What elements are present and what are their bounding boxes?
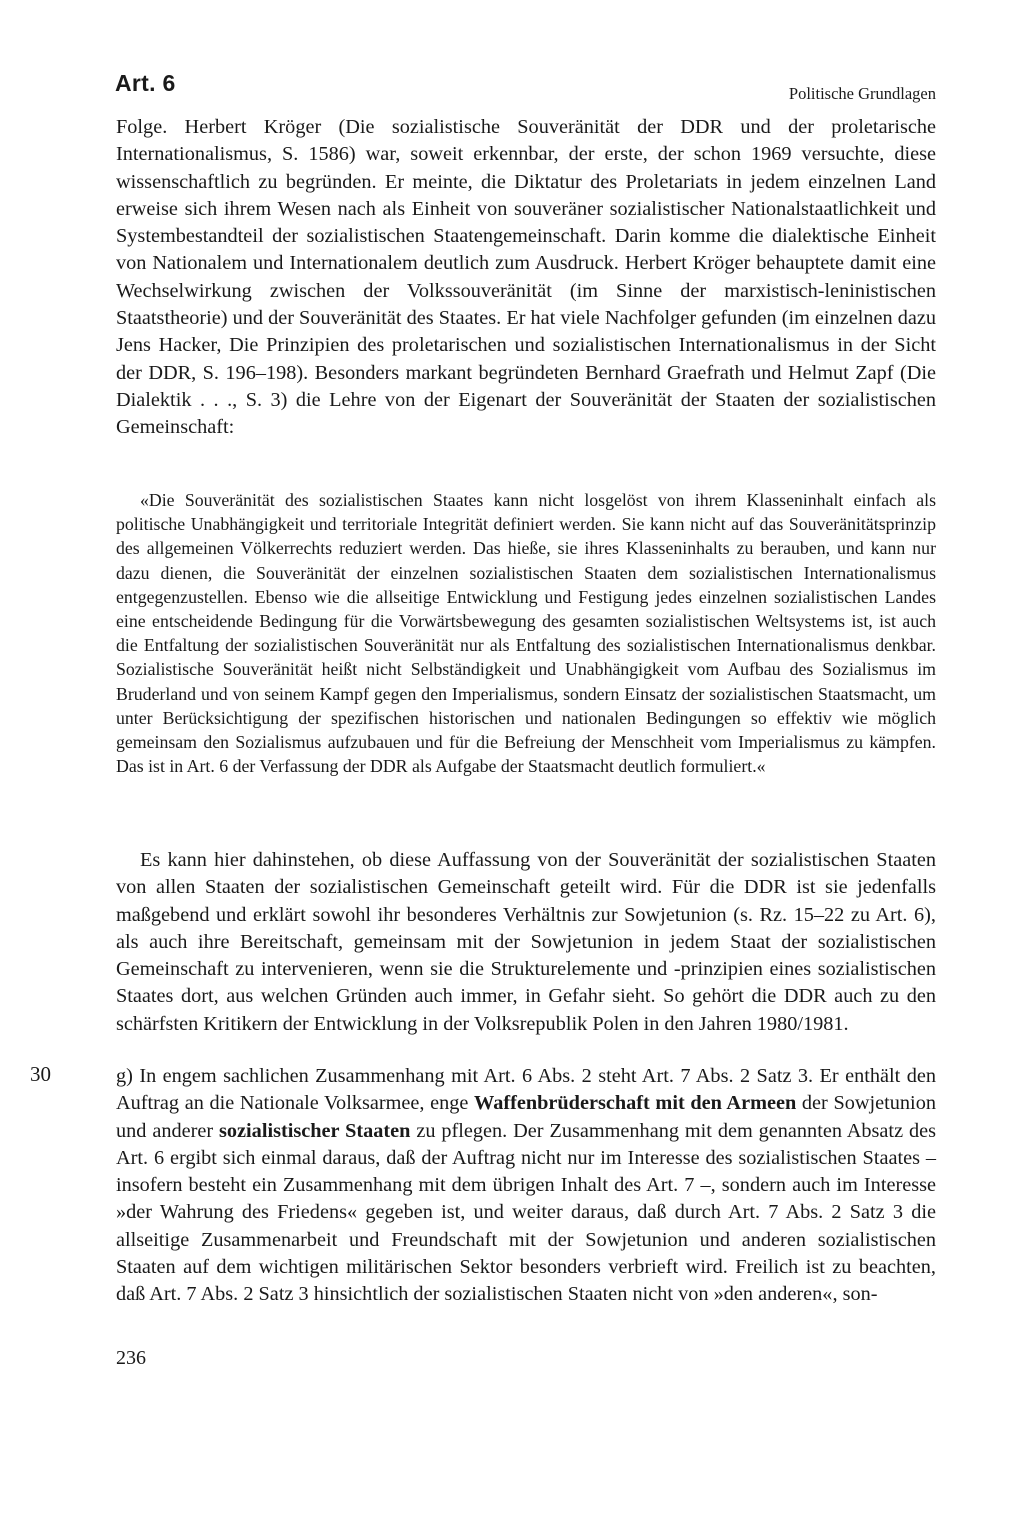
page-number: 236 — [116, 1347, 146, 1369]
block-quote: «Die Souveränität des sozialistischen Staates kann nicht losgelöst von ihrem Klasseninhalt einfach als politische Unabhängigkeit und territoriale Integrität definiert werden. Sie kann nicht auf das Souveränitätsprinzip des allgemeinen Völkerrechts reduziert werden. Das hieße, sie ihres Klasseninhalts zu berauben, und kann nur dazu dienen, die Souveränität der einzelnen sozialistischen Staaten dem sozialistischen Internationalismus entgegenzustellen. Ebenso wie die allseitige Entwicklung und Festigung jedes einzelnen sozialistischen Landes eine entscheidende Bedingung für die Vorwärtsbewegung des gesamten sozialistischen Weltsystems ist, ist auch die Entfaltung der sozialistischen Souveränität nur als Entfaltung des sozialistischen Internationalismus denkbar. Sozialistische Souveränität heißt nicht Selbständigkeit und Unabhängigkeit vom Aufbau des Sozialismus im Bruderland und von seinem Kampf gegen den Imperialismus, sondern Einsatz der sozialistischen Staatsmacht, um unter Berücksichtigung der spezifischen historischen und nationalen Bedingungen so effektiv wie möglich gemeinsam den Sozialismus aufzubauen und für die Befreiung der Menschheit vom Imperialismus zu kämpfen. Das ist in Art. 6 der Verfassung der DDR als Aufgabe der Staatsmacht deutlich formuliert.« — [116, 490, 936, 777]
emphasis-waffenbruederschaft: Waffenbrüderschaft mit den Armeen — [474, 1092, 797, 1115]
paragraph-waffenbruederschaft — [116, 1063, 936, 1309]
paragraph-auffassung: Es kann hier dahinstehen, ob diese Auffassung von der Souveränität der sozialistischen Staaten von allen Staaten der sozialistischen Gemeinschaft geteilt wird. Für die DDR ist sie jedenfalls maßgebend und erklärt sowohl ihr besonderes Verhältnis zur Sowjetunion (s. Rz. 15–22 zu Art. 6), als auch ihre Bereitschaft, gemeinsam mit der Sowjetunion in jedem Staat der sozialistischen Gemeinschaft zu intervenieren, wenn sie die Strukturelemente und -prinzipien eines sozialistischen Staates dort, aus welchen Gründen auch immer, in Gefahr sieht. So gehört die DDR auch zu den schärfsten Kritikern der Entwicklung in der Volksrepublik Polen in den Jahren 1980/1981. — [116, 849, 936, 1035]
article-heading: Art. 6 — [115, 70, 176, 96]
paragraph-text-end: zu pflegen. Der Zusammenhang mit dem genannten Absatz des Art. 6 ergibt sich einmal daraus, daß der Auftrag nicht nur im Interesse des sozialistischen Staates – insofern besteht ein Zusammenhang mit dem übrigen Inhalt des Art. 7 –, sondern auch im Interesse »der Wahrung des Friedens« gegeben ist, und weiter daraus, daß durch Art. 7 Abs. 2 Satz 3 die allseitige Zusammenarbeit und Freundschaft mit der Sowjetunion und anderen sozialistischen Staaten auf dem wichtigen militärischen Sektor besonders verbrieft wird. Freilich ist zu beachten, daß Art. 7 Abs. 2 Satz 3 hinsichtlich der sozialistischen Staaten nicht von »den anderen«, son- — [116, 1119, 936, 1306]
emphasis-sozialistischer-staaten: sozialistischer Staaten — [219, 1119, 411, 1142]
paragraph-text-start: g) In engem sachlichen Zusammenhang mit Art. 6 Abs. 2 steht Art. 7 Abs. 2 Satz 3. Er enthält den Auftrag an die Nationale Volksarmee, enge — [116, 1065, 936, 1115]
paragraph-kroeger: Folge. Herbert Kröger (Die sozialistische Souveränität der DDR und der proletarische Internationalismus, S. 1586) war, soweit erkennbar, der erste, der schon 1969 versuchte, diese wissenschaftlich zu begründen. Er meinte, die Diktatur des Proletariats in jedem einzelnen Land erweise sich ihrem Wesen nach als Einheit von souveräner sozialistischer Nationalstaatlichkeit und Systembestandteil der sozialistischen Staatengemeinschaft. Darin komme die dialektische Einheit von Nationalem und Internationalem deutlich zum Ausdruck. Herbert Kröger behauptete damit eine Wechselwirkung zwischen der Volkssouveränität (im Sinne der marxistisch-leninistischen Staatstheorie) und der Souveränität des Staates. Er hat viele Nachfolger gefunden (im einzelnen dazu Jens Hacker, Die Prinzipien des proletarischen und sozialistischen Internationalismus in der Sicht der DDR, S. 196–198). Besonders markant begründeten Bernhard Graefrath und Helmut Zapf (Die Dialektik . . ., S. 3) die Lehre von der Eigenart der Souveränität der Staaten der sozialistischen Gemeinschaft: — [116, 116, 936, 439]
running-header: Politische Grundlagen — [788, 84, 936, 103]
paragraph-text-middle: der Sowjetunion und anderer — [116, 1092, 936, 1142]
margin-number: 30 — [30, 1062, 51, 1086]
